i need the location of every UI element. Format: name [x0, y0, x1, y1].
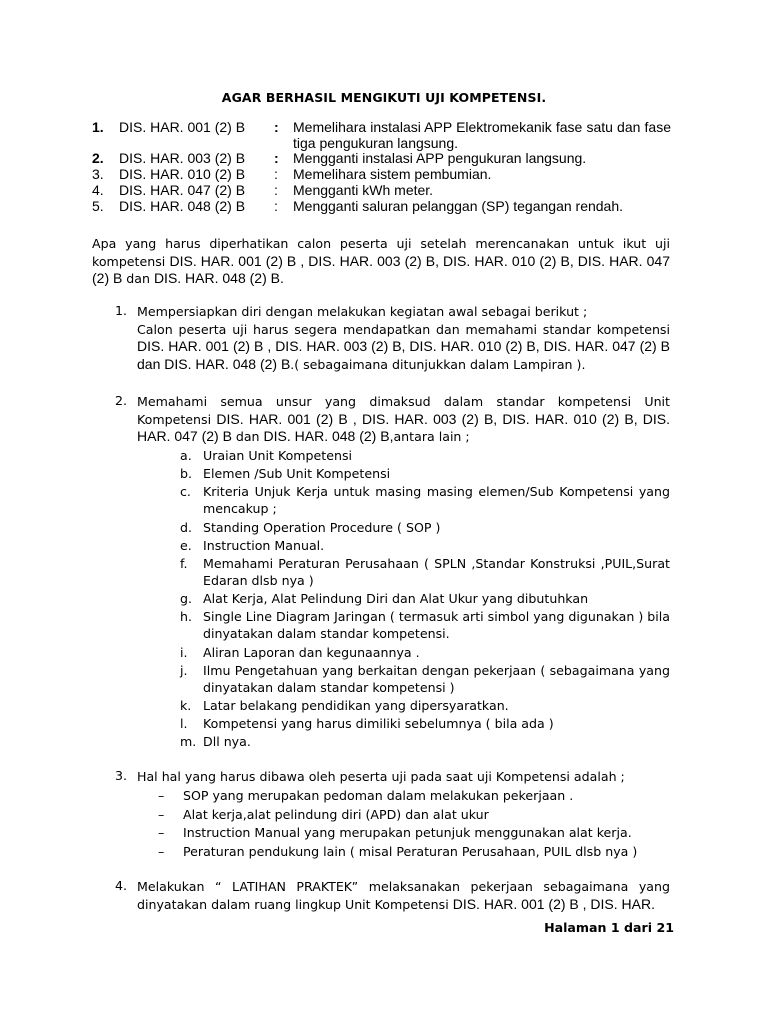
unit-number: 5. — [92, 198, 104, 214]
dash-marker: – — [158, 844, 165, 859]
item-text: Instruction Manual. — [203, 538, 325, 553]
item-text: Aliran Laporan dan kegunaannya . — [203, 645, 420, 660]
section-codes-2: DIS. HAR. 048 (2) B. — [164, 355, 295, 372]
item-text: Memahami Peraturan Perusahaan ( SPLN ,Standar Konstruksi ,PUIL,Surat Edaran dlsb nya ) — [203, 556, 670, 589]
item-text: Latar belakang pendidikan yang dipersyaratkan. — [203, 698, 509, 713]
intro-text: Apa yang harus diperhatikan calon peserta uji setelah merencanakan untuk ikut uji kompetensi — [92, 236, 670, 269]
unit-description: Mengganti kWh meter. — [293, 182, 434, 198]
item-text: Single Line Diagram Jaringan ( termasuk arti simbol yang digunakan ) bila dinyatakan dalam standar kompetensi. — [203, 609, 670, 642]
unit-number: 2. — [92, 150, 104, 166]
item-text: Alat kerja,alat pelindung diri (APD) dan alat ukur — [183, 807, 489, 822]
section-paragraph — [137, 878, 670, 913]
unit-row — [92, 199, 672, 215]
unit-number: 4. — [92, 182, 104, 198]
unit-code: DIS. HAR. 047 (2) B — [119, 182, 246, 198]
item-letter: k. — [180, 698, 192, 713]
item-letter: c. — [180, 484, 191, 499]
dash-marker: – — [158, 788, 165, 803]
intro-paragraph — [92, 235, 670, 288]
item-letter: a. — [180, 448, 192, 463]
section-body — [137, 303, 670, 373]
section-paragraph — [137, 393, 670, 446]
unit-number: 3. — [92, 166, 104, 182]
item-letter: f. — [180, 556, 188, 571]
item-letter: e. — [180, 538, 192, 553]
item-text: Elemen /Sub Unit Kompetensi — [203, 466, 391, 481]
section-text: Melakukan “ LATIHAN PRAKTEK” melaksanakan pekerjaan sebagaimana yang dinyatakan dalam ruang lingkup Unit Kompetensi — [137, 879, 670, 912]
item-text: SOP yang merupakan pedoman dalam melakukan pekerjaan . — [183, 788, 574, 803]
unit-colon: : — [274, 198, 278, 214]
unit-row — [92, 151, 672, 167]
unit-description: Mengganti saluran pelanggan (SP) tegangan rendah. — [293, 198, 624, 214]
item-text: Instruction Manual yang merupakan petunjuk menggunakan alat kerja. — [183, 825, 632, 840]
unit-code: DIS. HAR. 048 (2) B — [119, 198, 246, 214]
unit-row — [92, 183, 672, 199]
section-paragraph — [137, 321, 670, 374]
section-number: 2. — [115, 393, 128, 408]
section-connector: dan — [137, 355, 165, 372]
section-tail: ( sebagaimana ditunjukkan dalam Lampiran ). — [294, 356, 586, 372]
item-letter: i. — [180, 645, 188, 660]
section-tail: antara lain ; — [393, 429, 470, 444]
unit-code: DIS. HAR. 001 (2) B — [119, 119, 246, 135]
section-codes: DIS. HAR. 001 (2) B , DIS. HAR. 003 (2) B, DIS. HAR. 010 (2) B, DIS. HAR. 047 (2) B — [137, 338, 670, 354]
item-text: Kompetensi yang harus dimiliki sebelumnya ( bila ada ) — [203, 716, 554, 731]
unit-colon: : — [274, 166, 278, 182]
unit-colon: : — [274, 182, 278, 198]
section-heading: Hal hal yang harus dibawa oleh peserta uji pada saat uji Kompetensi adalah ; — [137, 769, 625, 784]
section-number: 3. — [115, 768, 128, 783]
section-text: Calon peserta uji harus segera mendapatkan dan memahami standar kompetensi — [137, 321, 670, 337]
item-letter: h. — [180, 609, 192, 624]
section-codes: DIS. HAR. 001 (2) B , DIS. HAR. 003 (2) B, DIS. HAR. 010 (2) B, DIS. HAR. 047 (2) B — [137, 410, 671, 444]
section-number: 1. — [115, 303, 128, 318]
item-text: Ilmu Pengetahuan yang berkaitan dengan pekerjaan ( sebagaimana yang dinyatakan dalam standar kompetensi ) — [203, 663, 670, 696]
section-codes: DIS. HAR. 001 (2) B , DIS. HAR. — [452, 895, 655, 912]
unit-code: DIS. HAR. 010 (2) B — [119, 166, 246, 182]
item-text: Dll nya. — [203, 734, 251, 749]
unit-colon: : — [274, 150, 279, 166]
intro-connector: dan — [126, 271, 154, 286]
intro-codes-2: DIS. HAR. 048 (2) B. — [153, 270, 284, 286]
unit-code: DIS. HAR. 003 (2) B — [119, 150, 246, 166]
item-letter: l. — [180, 716, 188, 731]
unit-number: 1. — [92, 119, 104, 135]
item-text: Uraian Unit Kompetensi — [203, 448, 353, 463]
dash-marker: – — [158, 807, 165, 822]
item-letter: d. — [180, 520, 192, 535]
section-text: Memahami semua unsur yang dimaksud dalam standar kompetensi Unit Kompetensi — [137, 394, 670, 427]
section-codes-2: DIS. HAR. 048 (2) B, — [263, 428, 394, 444]
item-text: Kriteria Unjuk Kerja untuk masing masing elemen/Sub Kompetensi yang mencakup ; — [203, 484, 670, 517]
unit-description: Memelihara sistem pembumian. — [293, 166, 492, 182]
section-heading: Mempersiapkan diri dengan melakukan kegiatan awal sebagai berikut ; — [137, 304, 588, 319]
unit-description: Memelihara instalasi APP Elektromekanik fase satu dan fase tiga pengukuran langsung. — [293, 119, 671, 151]
intro-codes: DIS. HAR. 001 (2) B , DIS. HAR. 003 (2) B, DIS. HAR. 010 (2) B, DIS. HAR. 047 (2) B — [92, 252, 670, 286]
item-text: Alat Kerja, Alat Pelindung Diri dan Alat Ukur yang dibutuhkan — [203, 591, 589, 606]
unit-row — [92, 120, 672, 152]
item-letter: m. — [180, 734, 197, 749]
unit-description: Mengganti instalasi APP pengukuran langsung. — [293, 150, 587, 166]
item-letter: g. — [180, 591, 192, 606]
item-letter: j. — [180, 663, 188, 678]
section-number: 4. — [115, 878, 128, 893]
section-connector: dan — [235, 429, 264, 444]
item-text: Standing Operation Procedure ( SOP ) — [203, 520, 441, 535]
item-letter: b. — [180, 466, 192, 481]
unit-row — [92, 167, 672, 183]
page-number: Halaman 1 dari 21 — [544, 920, 674, 935]
document-title: AGAR BERHASIL MENGIKUTI UJI KOMPETENSI. — [221, 90, 547, 105]
dash-marker: – — [158, 825, 165, 840]
unit-colon: : — [274, 119, 279, 135]
item-text: Peraturan pendukung lain ( misal Peraturan Perusahaan, PUIL dlsb nya ) — [183, 844, 638, 859]
